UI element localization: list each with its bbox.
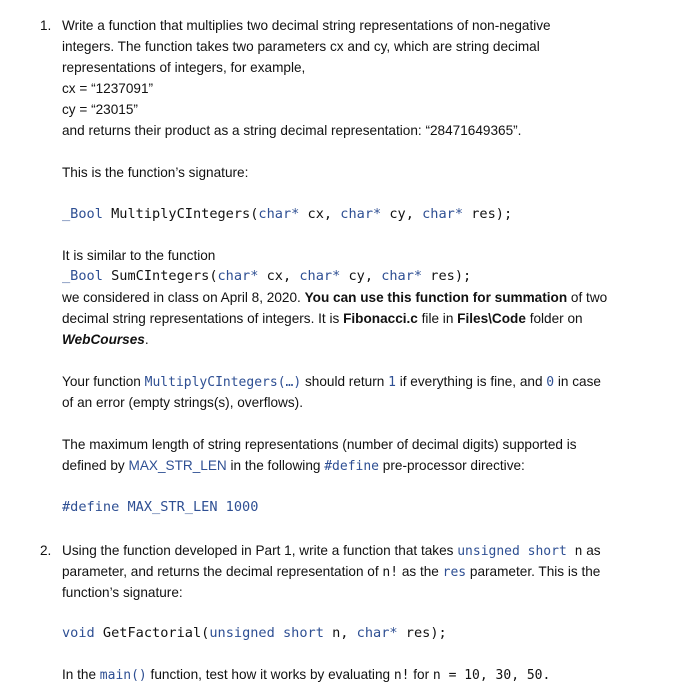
text: pre-processor directive: bbox=[379, 458, 525, 473]
code-inline: 0 bbox=[546, 375, 555, 390]
return-line-2: of an error (empty strings(s), overflows). bbox=[62, 395, 303, 410]
code-inline: MultiplyCIntegers(…) bbox=[144, 375, 302, 390]
q2-line-3: function’s signature: bbox=[62, 585, 183, 600]
code-text: SumCIntegers( bbox=[102, 268, 218, 284]
code-inline: n! bbox=[382, 565, 399, 580]
text: file in bbox=[417, 311, 458, 326]
code-inline: n! bbox=[393, 668, 410, 683]
paragraph-line: representations of integers, for example, bbox=[62, 60, 306, 75]
bold-text: Files\Code bbox=[457, 311, 526, 326]
define-directive bbox=[62, 497, 662, 518]
text: should return bbox=[301, 374, 389, 389]
similar-text: It is similar to the function bbox=[62, 248, 216, 263]
signature-intro: This is the function’s signature: bbox=[62, 165, 249, 180]
question-1 bbox=[62, 15, 662, 141]
class-line-2 bbox=[62, 308, 662, 329]
code-text: MultiplyCIntegers( bbox=[102, 206, 259, 222]
text: if everything is fine, and bbox=[395, 374, 547, 389]
code-inline: n bbox=[566, 544, 583, 559]
multiply-signature bbox=[62, 204, 662, 225]
example-cx bbox=[62, 78, 662, 99]
bold-italic-text: WebCourses bbox=[62, 332, 145, 347]
code-keyword: _Bool bbox=[62, 206, 103, 222]
code-keyword: char* bbox=[422, 206, 464, 222]
class-line-1 bbox=[62, 287, 662, 308]
example-cy bbox=[62, 99, 662, 120]
text: defined by bbox=[62, 458, 129, 473]
similar-block bbox=[62, 245, 662, 350]
code-keyword: char* bbox=[340, 206, 382, 222]
main-test-line bbox=[62, 664, 662, 685]
code-keyword: char* bbox=[356, 625, 398, 641]
max-line-2 bbox=[62, 455, 662, 476]
text: function, test how it works by evaluating bbox=[146, 667, 394, 682]
q2-line-2 bbox=[62, 561, 662, 582]
code-inline: main() bbox=[99, 668, 147, 683]
text: Using the function developed in Part 1, write a function that takes bbox=[62, 543, 458, 558]
factorial-signature bbox=[62, 623, 662, 644]
paragraph-line: Write a function that multiplies two decimal string representations of non-negative bbox=[62, 18, 551, 33]
sum-signature bbox=[62, 266, 662, 287]
example-cx-label: cx = bbox=[62, 81, 92, 96]
paragraph-line: integers. The function takes two parameters cx and cy, which are string decimal bbox=[62, 39, 540, 54]
text: parameter, and returns the decimal representation of bbox=[62, 564, 383, 579]
code-inline: 1 bbox=[388, 375, 396, 390]
code-text: GetFactorial( bbox=[94, 625, 210, 641]
code-keyword: char* bbox=[381, 268, 423, 284]
return-line-1 bbox=[62, 371, 662, 392]
return-block bbox=[62, 371, 662, 413]
text: parameter. This is the bbox=[466, 564, 601, 579]
returns-text: and returns their product as a string decimal representation: “28471649365”. bbox=[62, 123, 522, 138]
code-inline: n bbox=[432, 668, 441, 683]
code-text: n, bbox=[323, 625, 357, 641]
code-inline: #define bbox=[324, 459, 380, 474]
code-text: cy, bbox=[340, 268, 382, 284]
text: in the following bbox=[226, 458, 325, 473]
text: In the bbox=[62, 667, 100, 682]
text: folder on bbox=[525, 311, 583, 326]
code-text: res); bbox=[463, 206, 513, 222]
max-block bbox=[62, 434, 662, 476]
example-cx-value: “1237091” bbox=[91, 81, 154, 96]
code-keyword: char* bbox=[258, 206, 300, 222]
code-inline: = 10, 30, 50. bbox=[440, 668, 551, 683]
code-keyword: void bbox=[62, 625, 95, 641]
code-text: cy, bbox=[381, 206, 423, 222]
code-text: res); bbox=[397, 625, 447, 641]
list-number-2: 2. bbox=[40, 543, 52, 558]
code-text: cx, bbox=[258, 268, 300, 284]
class-line-3 bbox=[62, 329, 662, 350]
text: decimal string representations of integers. It is bbox=[62, 311, 344, 326]
list-number-1: 1. bbox=[40, 18, 52, 33]
bold-text: You can use this function for summation bbox=[304, 290, 568, 305]
text: we considered in class on April 8, 2020. bbox=[62, 290, 305, 305]
code-keyword: unsigned short bbox=[209, 625, 324, 641]
max-line-1: The maximum length of string representations (number of decimal digits) supported is bbox=[62, 437, 577, 452]
example-cy-label: cy = bbox=[62, 102, 92, 117]
code-text: res); bbox=[422, 268, 472, 284]
text: Your function bbox=[62, 374, 145, 389]
code-inline: unsigned short bbox=[457, 544, 567, 559]
code-keyword: char* bbox=[217, 268, 259, 284]
text: . bbox=[144, 332, 149, 347]
question-2 bbox=[62, 540, 662, 603]
text: as the bbox=[398, 564, 443, 579]
code-inline: MAX_STR_LEN bbox=[128, 458, 227, 473]
text: as bbox=[582, 543, 601, 558]
code-keyword: _Bool bbox=[62, 268, 103, 284]
code-text: #define MAX_STR_LEN 1000 bbox=[62, 499, 259, 515]
code-inline: res bbox=[442, 565, 467, 580]
text: in case bbox=[554, 374, 601, 389]
q2-line-1 bbox=[62, 540, 662, 561]
code-keyword: char* bbox=[299, 268, 341, 284]
example-cy-value: “23015” bbox=[91, 102, 138, 117]
bold-text: Fibonacci.c bbox=[343, 311, 418, 326]
text: of two bbox=[567, 290, 608, 305]
code-text: cx, bbox=[299, 206, 341, 222]
text: for bbox=[409, 667, 433, 682]
